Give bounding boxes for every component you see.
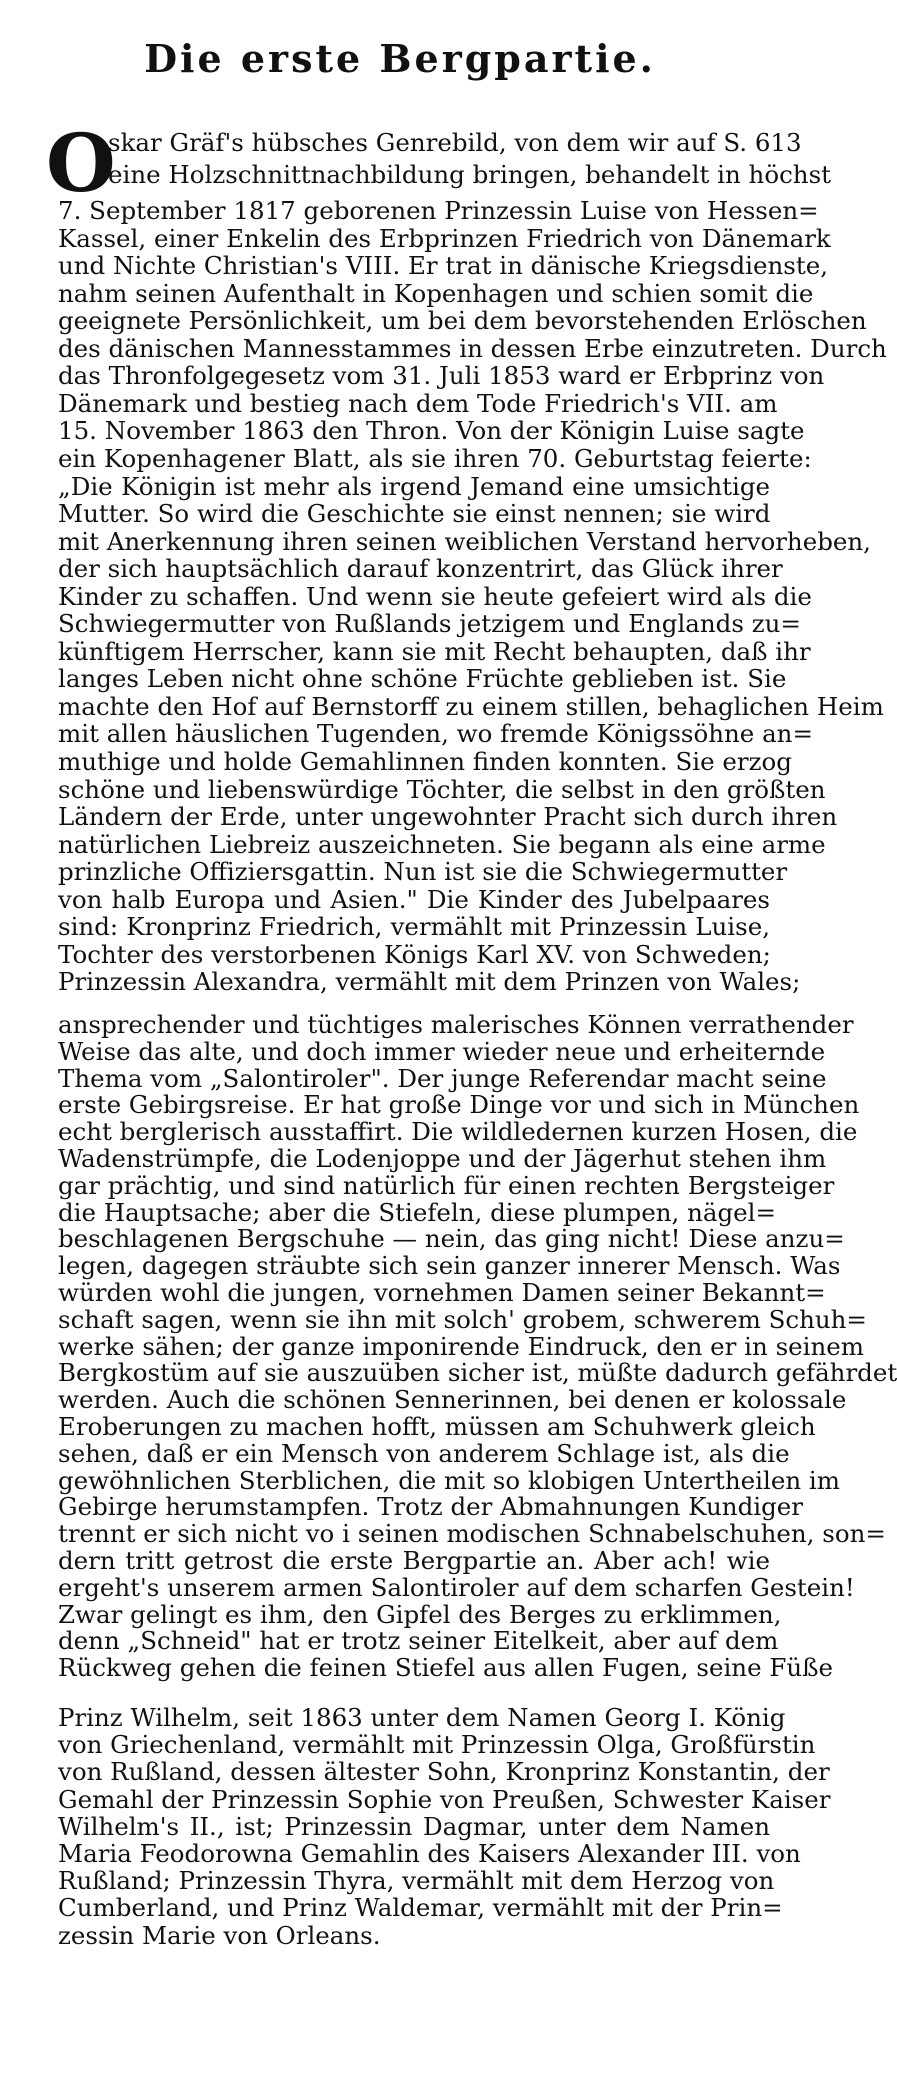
text-line: erste Gebirgsreise. Er hat große Dinge vor und sich in München (58, 1090, 860, 1120)
text-line: und Nichte Christian's VIII. Er trat in dänische Kriegsdienste, (58, 251, 829, 281)
text-line: Maria Feodorowna Gemahlin des Kaisers Alexander III. von (58, 1839, 801, 1868)
text-line: von Griechenland, vermählt mit Prinzessin Olga, Großfürstin (58, 1730, 816, 1760)
text-line: mit allen häuslichen Tugenden, wo fremde Königssöhne an= (58, 719, 813, 749)
text-line: 15. November 1863 den Thron. Von der Königin Luise sagte (58, 416, 805, 446)
text-line: künftigem Herrscher, kann sie mit Recht behaupten, daß ihr (58, 636, 811, 666)
text-line: nahm seinen Aufenthalt in Kopenhagen und schien somit die (58, 278, 814, 308)
text-line: Rückweg gehen die feinen Stiefel aus allen Fugen, seine Füße (58, 1653, 833, 1683)
text-line: machte den Hof auf Bernstorff zu einem stillen, behaglichen Heim (58, 691, 884, 721)
text-line: Thema vom „Salontiroler". Der junge Referendar macht seine (58, 1063, 827, 1093)
text-line: Eroberungen zu machen hofft, müssen am Schuhwerk gleich (58, 1412, 816, 1441)
text-line: skar Gräf's hübsches Genrebild, von dem wir auf S. 613 (108, 128, 802, 157)
text-line: Schwiegermutter von Rußlands jetzigem und Englands zu= (58, 609, 801, 639)
text-line: Wilhelm's II., ist; Prinzessin Dagmar, unter dem Namen (58, 1811, 770, 1841)
text-line: die Hauptsache; aber die Stiefeln, diese plumpen, nägel= (58, 1197, 777, 1227)
text-line: gar prächtig, und sind natürlich für einen rechten Bergsteiger (58, 1170, 835, 1200)
text-line: eine Holzschnittnachbildung bringen, behandelt in höchst (108, 160, 831, 189)
text-line: prinzliche Offiziersgattin. Nun ist sie die Schwiegermutter (58, 857, 788, 887)
text-line: Gebirge herumstampfen. Trotz der Abmahnungen Kundiger (58, 1492, 803, 1522)
text-line: sind: Kronprinz Friedrich, vermählt mit Prinzessin Luise, (58, 912, 770, 942)
text-line: beschlagenen Bergschuhe — nein, das ging nicht! Diese anzu= (58, 1224, 845, 1254)
text-line: mit Anerkennung ihren seinen weiblichen Verstand hervorheben, (58, 526, 871, 556)
text-line: langes Leben nicht ohne schöne Früchte geblieben ist. Sie (58, 664, 787, 694)
text-line: muthige und holde Gemahlinnen finden konnten. Sie erzog (58, 747, 792, 776)
text-line: Gemahl der Prinzessin Sophie von Preußen, Schwester Kaiser (58, 1784, 831, 1814)
text-line: geeignete Persönlichkeit, um bei dem bevorstehenden Erlöschen (58, 306, 867, 336)
text-line: Kassel, einer Enkelin des Erbprinzen Friedrich von Dänemark (58, 223, 831, 253)
text-line: Cumberland, und Prinz Waldemar, vermählt mit der Prin= (58, 1893, 783, 1923)
text-line: natürlichen Liebreiz auszeichneten. Sie begann als eine arme (58, 829, 826, 859)
text-line: der sich hauptsächlich darauf konzentrirt, das Glück ihrer (58, 554, 783, 584)
text-line: Rußland; Prinzessin Thyra, vermählt mit dem Herzog von (58, 1866, 775, 1896)
page-title: Die erste Bergpartie. (144, 36, 656, 81)
text-line: Tochter des verstorbenen Königs Karl XV. von Schweden; (58, 939, 771, 969)
text-line: zessin Marie von Orleans. (58, 1920, 381, 1950)
text-line: des dänischen Mannesstammes in dessen Erbe einzutreten. Durch (58, 333, 887, 363)
text-line: dern tritt getrost die erste Bergpartie an. Aber ach! wie (58, 1546, 770, 1575)
text-line: Mutter. So wird die Geschichte sie einst nennen; sie wird (58, 499, 771, 529)
text-line: gewöhnlichen Sterblichen, die mit so klobigen Untertheilen im (58, 1465, 840, 1495)
text-line: würden wohl die jungen, vornehmen Damen seiner Bekannt= (58, 1278, 826, 1307)
text-line: ansprechender und tüchtiges malerisches Können verrathender (58, 1010, 854, 1039)
text-line: Prinz Wilhelm, seit 1863 unter dem Namen Georg I. König (58, 1703, 786, 1732)
text-line: das Thronfolgegesetz vom 31. Juli 1853 ward er Erbprinz von (58, 361, 825, 391)
text-line: Bergkostüm auf sie auszuüben sicher ist, müßte dadurch gefährdet (58, 1358, 897, 1388)
text-line: von Rußland, dessen ältester Sohn, Kronprinz Konstantin, der (58, 1757, 830, 1787)
text-line: werden. Auch die schönen Sennerinnen, bei denen er kolossale (58, 1385, 847, 1415)
text-line: Prinzessin Alexandra, vermählt mit dem Prinzen von Wales; (58, 967, 801, 997)
text-line: trennt er sich nicht vo i seinen modischen Schnabelschuhen, son= (58, 1519, 886, 1549)
text-line: Ländern der Erde, unter ungewohnter Pracht sich durch ihren (58, 802, 838, 832)
drop-cap: O (46, 116, 116, 210)
text-line: Wadenstrümpfe, die Lodenjoppe und der Jägerhut stehen ihm (58, 1144, 827, 1173)
text-line: ergeht's unserem armen Salontiroler auf dem scharfen Gestein! (58, 1572, 855, 1602)
text-line: echt berglerisch ausstaffirt. Die wildledernen kurzen Hosen, die (58, 1117, 858, 1147)
text-line: ein Kopenhagener Blatt, als sie ihren 70. Geburtstag feierte: (58, 443, 812, 473)
text-line: Weise das alte, und doch immer wieder neue und erheiternde (58, 1036, 826, 1066)
text-line: Kinder zu schaffen. Und wenn sie heute gefeiert wird als die (58, 581, 812, 611)
text-line: denn „Schneid" hat er trotz seiner Eitelkeit, aber auf dem (58, 1626, 779, 1656)
text-line: von halb Europa und Asien." Die Kinder des Jubelpaares (58, 884, 770, 914)
text-line: werke sähen; der ganze imponirende Eindruck, den er in seinem (58, 1331, 864, 1361)
text-line: 7. September 1817 geborenen Prinzessin Luise von Hessen= (58, 196, 819, 225)
text-line: schaft sagen, wenn sie ihn mit solch' grobem, schwerem Schuh= (58, 1304, 867, 1334)
text-line: Zwar gelingt es ihm, den Gipfel des Berges zu erklimmen, (58, 1599, 782, 1629)
text-line: Dänemark und bestieg nach dem Tode Friedrich's VII. am (58, 388, 778, 418)
text-line: legen, dagegen sträubte sich sein ganzer innerer Mensch. Was (58, 1251, 841, 1281)
text-line: schöne und liebenswürdige Töchter, die selbst in den größten (58, 774, 826, 804)
text-line: „Die Königin ist mehr als irgend Jemand eine umsichtige (58, 471, 770, 501)
text-line: sehen, daß er ein Mensch von anderem Schlage ist, als die (58, 1438, 790, 1468)
